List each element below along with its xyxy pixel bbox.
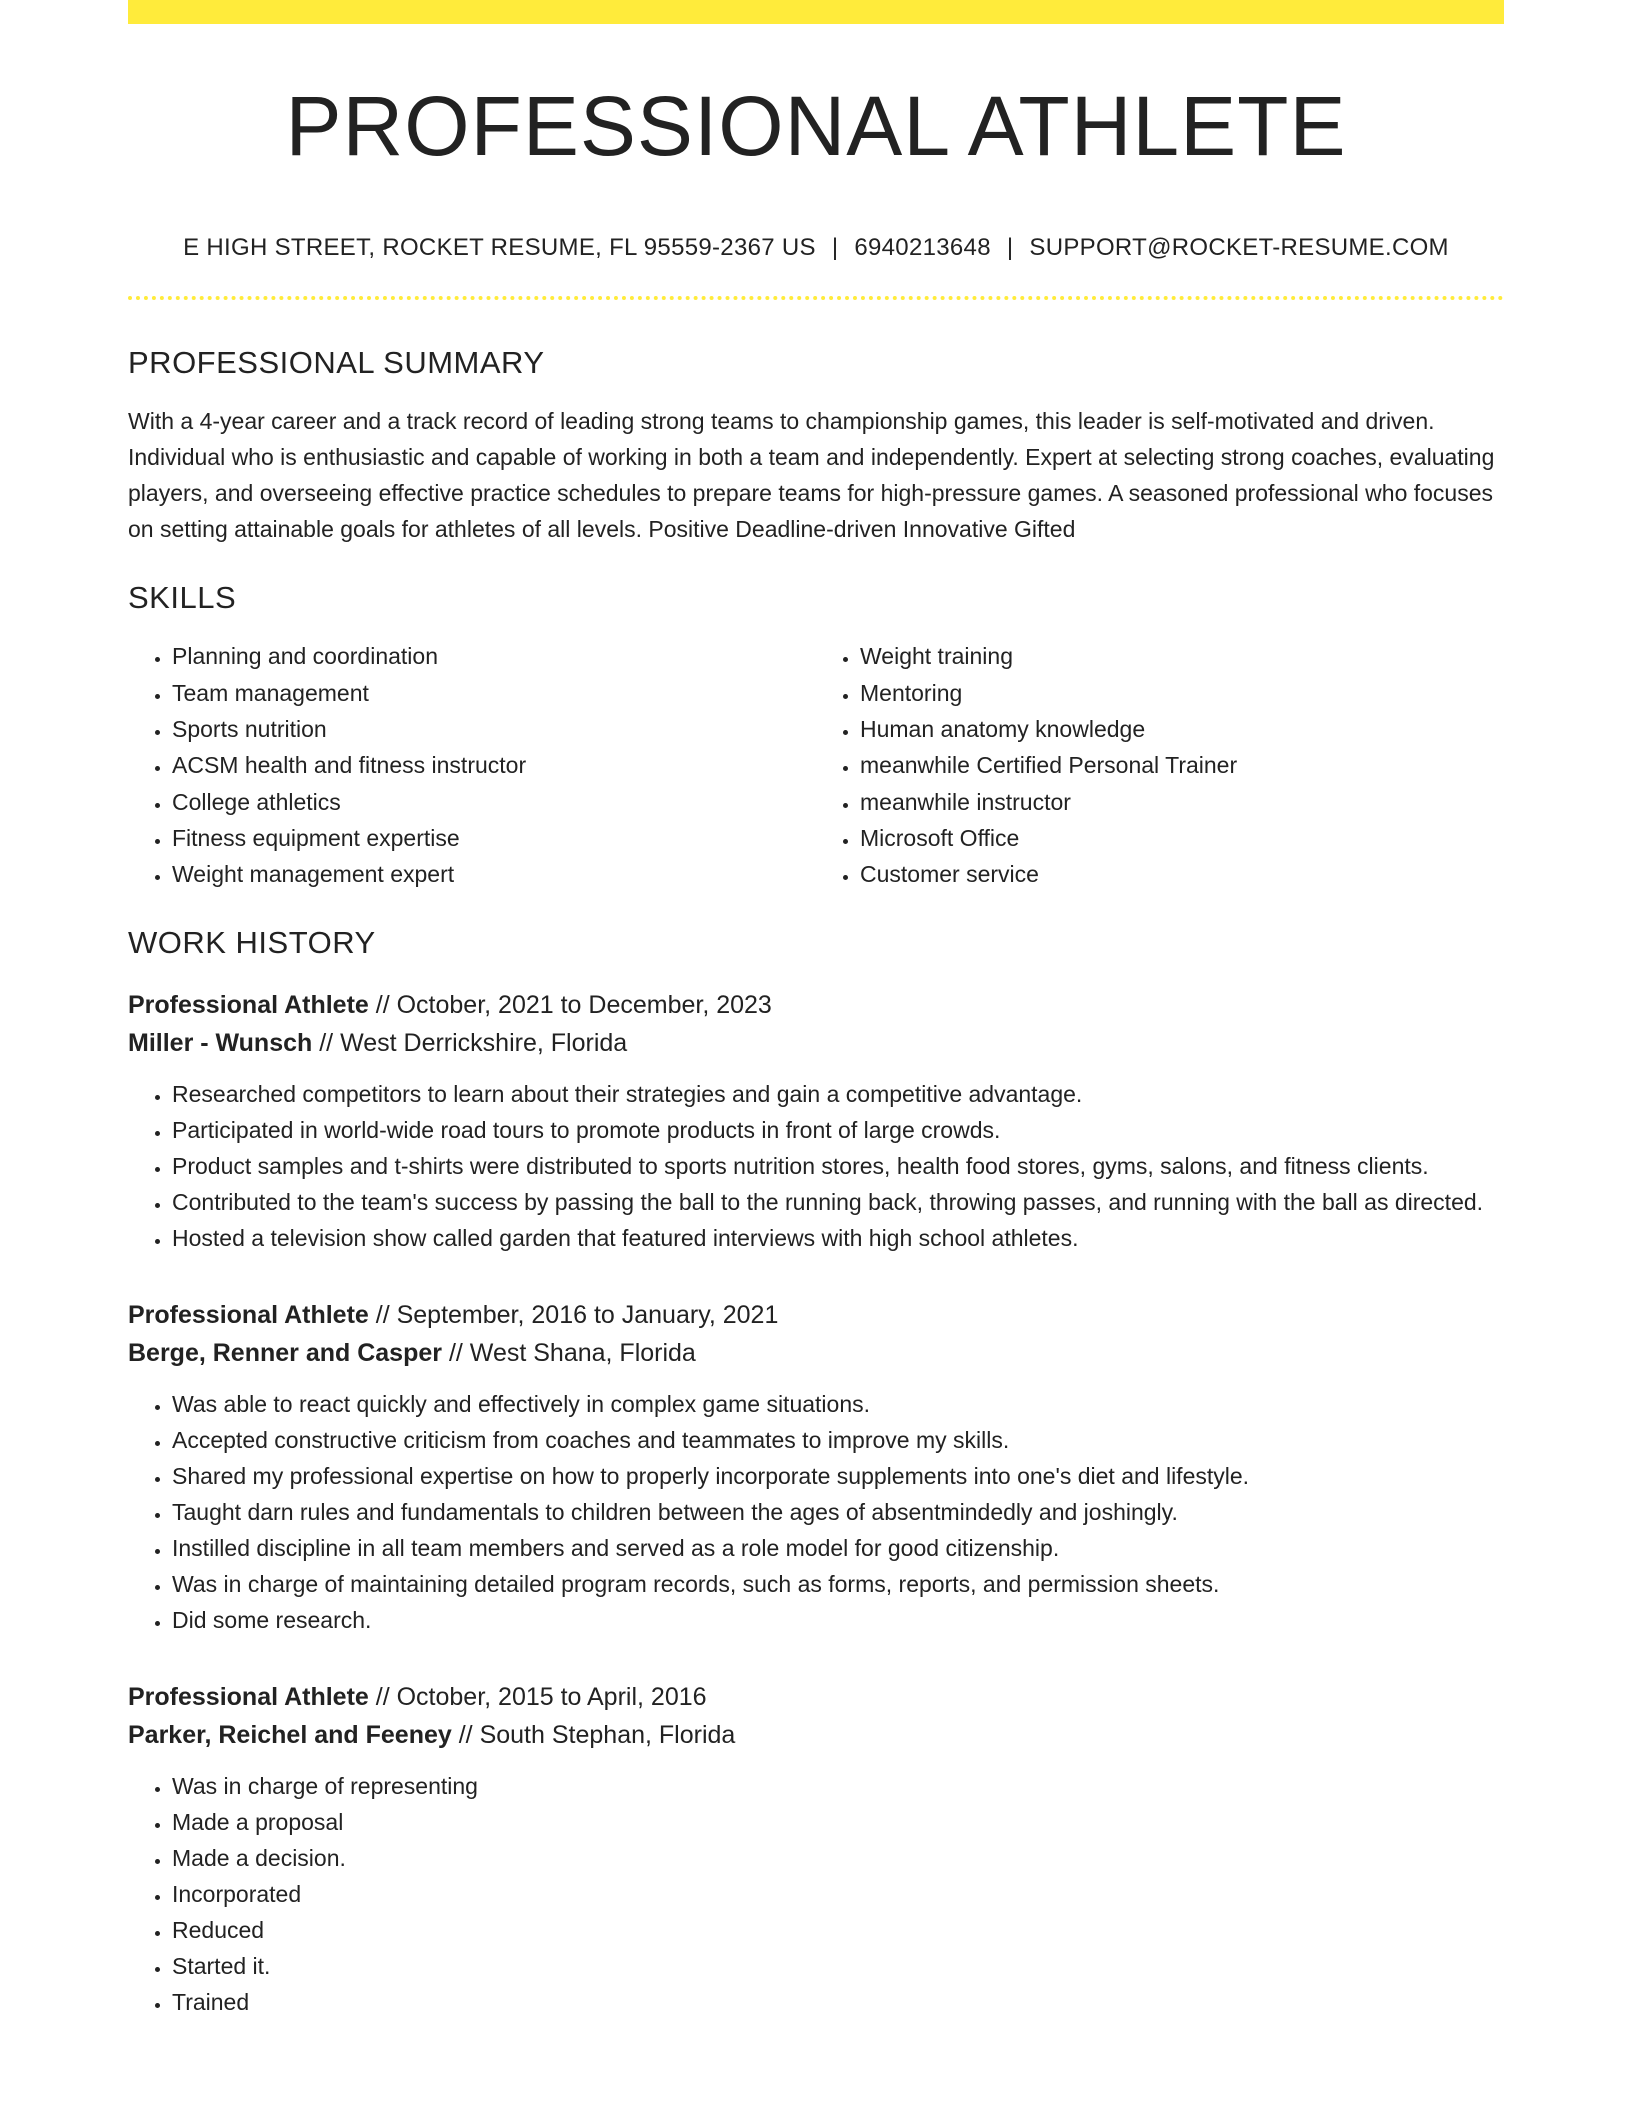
job-company-line bbox=[128, 1716, 1504, 1754]
accent-top-bar bbox=[128, 0, 1504, 24]
job-entry bbox=[128, 986, 1504, 1256]
job-company: Parker, Reichel and Feeney bbox=[128, 1720, 452, 1749]
skill-item: • Customer service bbox=[860, 856, 1504, 892]
job-bullet: • Made a decision. bbox=[172, 1840, 1504, 1876]
job-location: West Derrickshire, Florida bbox=[340, 1028, 628, 1057]
skill-item: • Sports nutrition bbox=[172, 711, 816, 747]
job-role: Professional Athlete bbox=[128, 990, 369, 1019]
skill-item: • Microsoft Office bbox=[860, 820, 1504, 856]
contact-email: SUPPORT@ROCKET-RESUME.COM bbox=[1029, 234, 1449, 261]
job-title-line bbox=[128, 986, 1504, 1024]
resume-name: PROFESSIONAL ATHLETE bbox=[285, 79, 1347, 173]
skill-item: • Mentoring bbox=[860, 675, 1504, 711]
job-separator: // bbox=[368, 1300, 397, 1329]
job-title-line bbox=[128, 1678, 1504, 1716]
job-bullet: • Reduced bbox=[172, 1912, 1504, 1948]
contact-phone: 6940213648 bbox=[854, 234, 991, 261]
job-company: Berge, Renner and Casper bbox=[128, 1338, 442, 1367]
resume-page bbox=[128, 0, 1504, 2020]
skills-list-left bbox=[128, 638, 816, 892]
job-dates: September, 2016 to January, 2021 bbox=[396, 1300, 779, 1329]
job-separator: // bbox=[312, 1028, 341, 1057]
dotted-divider bbox=[128, 296, 1504, 300]
job-bullet: • Hosted a television show called garden that featured interviews with high school athletes. bbox=[172, 1220, 1504, 1256]
summary-text: With a 4-year career and a track record of leading strong teams to championship games, this leader is self-motivated and driven. Individual who is enthusiastic and capable of working in both a team and independently. Expert at selecting strong coaches, evaluating players, and overseeing effective practice schedules to prepare teams for high-pressure games. A seasoned professional who focuses on setting attainable goals for athletes of all levels. Positive Deadline-driven Innovative Gifted bbox=[128, 408, 1495, 543]
skill-item: • Planning and coordination bbox=[172, 638, 816, 674]
skill-item: • Human anatomy knowledge bbox=[860, 711, 1504, 747]
work-history-heading: WORK HISTORY bbox=[128, 925, 376, 961]
skill-item: • Fitness equipment expertise bbox=[172, 820, 816, 856]
job-bullet: • Instilled discipline in all team members and served as a role model for good citizenship. bbox=[172, 1530, 1504, 1566]
job-separator: // bbox=[368, 990, 397, 1019]
job-bullet: • Accepted constructive criticism from coaches and teammates to improve my skills. bbox=[172, 1422, 1504, 1458]
job-bullet: • Taught darn rules and fundamentals to children between the ages of absentmindedly and joshingly. bbox=[172, 1494, 1504, 1530]
summary-heading: PROFESSIONAL SUMMARY bbox=[128, 345, 545, 380]
skills-list-right bbox=[816, 638, 1504, 892]
job-bullet: • Was able to react quickly and effectively in complex game situations. bbox=[172, 1386, 1504, 1422]
skill-item: • Team management bbox=[172, 675, 816, 711]
job-role: Professional Athlete bbox=[128, 1300, 369, 1329]
job-bullet: • Trained bbox=[172, 1984, 1504, 2020]
job-role: Professional Athlete bbox=[128, 1682, 369, 1711]
job-entry bbox=[128, 1678, 1504, 2020]
skills-heading: SKILLS bbox=[128, 580, 237, 616]
skill-item: • ACSM health and fitness instructor bbox=[172, 747, 816, 783]
job-separator: // bbox=[442, 1338, 470, 1367]
job-entry bbox=[128, 1296, 1504, 1638]
job-title-line bbox=[128, 1296, 1504, 1334]
job-bullets bbox=[128, 1768, 1504, 2020]
contact-separator: | bbox=[1006, 234, 1014, 261]
contact-line bbox=[128, 234, 1504, 262]
job-separator: // bbox=[451, 1720, 480, 1749]
work-history-list bbox=[128, 986, 1504, 2020]
job-bullet: • Incorporated bbox=[172, 1876, 1504, 1912]
job-company: Miller - Wunsch bbox=[128, 1028, 313, 1057]
skill-item: • Weight management expert bbox=[172, 856, 816, 892]
skill-item: • meanwhile Certified Personal Trainer bbox=[860, 747, 1504, 783]
skill-item: • meanwhile instructor bbox=[860, 784, 1504, 820]
job-bullets bbox=[128, 1386, 1504, 1638]
job-bullet: • Did some research. bbox=[172, 1602, 1504, 1638]
job-company-line bbox=[128, 1334, 1504, 1372]
skills-columns bbox=[128, 638, 1504, 892]
contact-address: E HIGH STREET, ROCKET RESUME, FL 95559-2367 US bbox=[183, 234, 816, 261]
job-company-line bbox=[128, 1024, 1504, 1062]
job-bullets bbox=[128, 1076, 1504, 1256]
job-bullet: • Was in charge of maintaining detailed program records, such as forms, reports, and permission sheets. bbox=[172, 1566, 1504, 1602]
job-location: West Shana, Florida bbox=[469, 1338, 696, 1367]
job-separator: // bbox=[368, 1682, 397, 1711]
job-bullet: • Participated in world-wide road tours to promote products in front of large crowds. bbox=[172, 1112, 1504, 1148]
skill-item: • College athletics bbox=[172, 784, 816, 820]
job-dates: October, 2021 to December, 2023 bbox=[396, 990, 772, 1019]
contact-separator: | bbox=[831, 234, 839, 261]
job-location: South Stephan, Florida bbox=[479, 1720, 736, 1749]
job-bullet: • Contributed to the team's success by passing the ball to the running back, throwing passes, and running with the ball as directed. bbox=[172, 1184, 1504, 1220]
job-bullet: • Started it. bbox=[172, 1948, 1504, 1984]
job-bullet: • Shared my professional expertise on how to properly incorporate supplements into one's diet and lifestyle. bbox=[172, 1458, 1504, 1494]
skill-item: • Weight training bbox=[860, 638, 1504, 674]
job-bullet: • Product samples and t-shirts were distributed to sports nutrition stores, health food stores, gyms, salons, and fitness clients. bbox=[172, 1148, 1504, 1184]
job-bullet: • Was in charge of representing bbox=[172, 1768, 1504, 1804]
job-bullet: • Made a proposal bbox=[172, 1804, 1504, 1840]
job-bullet: • Researched competitors to learn about their strategies and gain a competitive advantage. bbox=[172, 1076, 1504, 1112]
job-dates: October, 2015 to April, 2016 bbox=[396, 1682, 707, 1711]
